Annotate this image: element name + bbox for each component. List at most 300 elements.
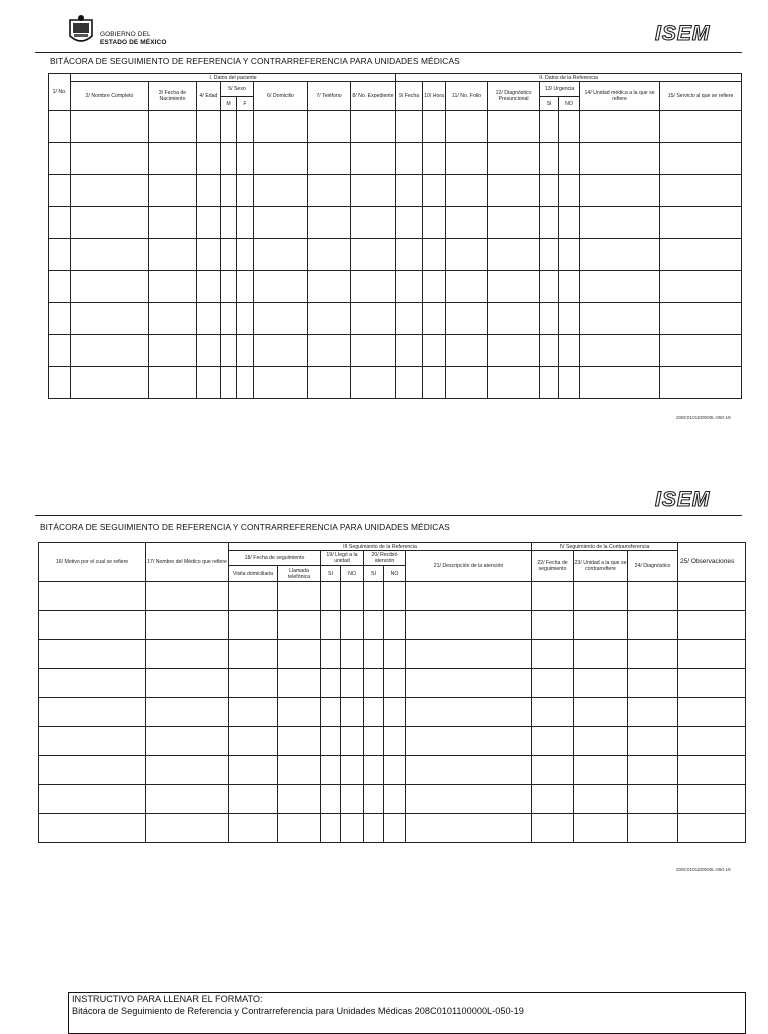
input-cell[interactable] [574, 756, 628, 785]
col-diagnosis-2: 24/ Diagnóstico [628, 551, 678, 582]
input-cell[interactable] [384, 785, 406, 814]
input-cell[interactable] [559, 175, 580, 207]
input-cell[interactable] [146, 785, 229, 814]
input-cell[interactable] [321, 785, 341, 814]
input-cell[interactable] [351, 239, 396, 271]
input-cell[interactable] [39, 814, 146, 843]
input-cell[interactable] [278, 698, 321, 727]
input-cell[interactable] [278, 785, 321, 814]
input-cell[interactable] [237, 143, 254, 175]
input-cell[interactable] [384, 698, 406, 727]
input-cell[interactable] [321, 727, 341, 756]
input-cell[interactable] [364, 611, 384, 640]
input-cell[interactable] [221, 303, 237, 335]
input-cell[interactable] [488, 367, 540, 399]
input-cell[interactable] [406, 756, 532, 785]
input-cell[interactable] [540, 367, 559, 399]
input-cell[interactable] [229, 698, 278, 727]
input-cell[interactable] [341, 640, 364, 669]
input-cell[interactable] [71, 367, 149, 399]
input-cell[interactable] [406, 727, 532, 756]
input-cell[interactable] [146, 727, 229, 756]
section-reference-followup: III Seguimiento de la Referencia [229, 543, 532, 551]
input-cell[interactable] [237, 367, 254, 399]
input-cell[interactable] [197, 271, 221, 303]
input-cell[interactable] [221, 111, 237, 143]
input-cell[interactable] [229, 669, 278, 698]
input-cell[interactable] [364, 640, 384, 669]
input-cell[interactable] [278, 669, 321, 698]
input-cell[interactable] [237, 207, 254, 239]
col-followup-date-2: 22/ Fecha de seguimiento [532, 551, 574, 582]
input-cell[interactable] [197, 111, 221, 143]
input-cell[interactable] [559, 239, 580, 271]
input-cell[interactable] [364, 669, 384, 698]
input-cell[interactable] [229, 756, 278, 785]
input-cell[interactable] [39, 785, 146, 814]
input-cell[interactable] [71, 335, 149, 367]
input-cell[interactable] [532, 582, 574, 611]
input-cell[interactable] [237, 335, 254, 367]
input-cell[interactable] [39, 698, 146, 727]
input-cell[interactable] [308, 367, 351, 399]
input-cell[interactable] [628, 698, 678, 727]
input-cell[interactable] [540, 143, 559, 175]
input-cell[interactable] [341, 582, 364, 611]
input-cell[interactable] [321, 582, 341, 611]
input-cell[interactable] [488, 303, 540, 335]
col-urgency-no: NO [559, 97, 580, 111]
input-cell[interactable] [149, 239, 197, 271]
input-cell[interactable] [423, 303, 446, 335]
input-cell[interactable] [364, 727, 384, 756]
input-cell[interactable] [341, 756, 364, 785]
input-cell[interactable] [71, 207, 149, 239]
input-cell[interactable] [678, 582, 746, 611]
input-cell[interactable] [384, 611, 406, 640]
input-cell[interactable] [678, 814, 746, 843]
input-cell[interactable] [49, 111, 71, 143]
input-cell[interactable] [446, 239, 488, 271]
input-cell[interactable] [71, 143, 149, 175]
input-cell[interactable] [540, 335, 559, 367]
table-row [49, 207, 742, 239]
input-cell[interactable] [49, 143, 71, 175]
col-date: 9/ Fecha [396, 82, 423, 111]
input-cell[interactable] [221, 271, 237, 303]
input-cell[interactable] [580, 367, 660, 399]
input-cell[interactable] [146, 814, 229, 843]
form1-title: BITÁCORA DE SEGUIMIENTO DE REFERENCIA Y CONTRARREFERENCIA PARA UNIDADES MÉDICAS [50, 56, 460, 66]
input-cell[interactable] [229, 611, 278, 640]
col-observations: 25/ Observaciones [678, 543, 746, 582]
input-cell[interactable] [406, 669, 532, 698]
input-cell[interactable] [364, 814, 384, 843]
gov-line2: ESTADO DE MÉXICO [100, 38, 167, 46]
input-cell[interactable] [321, 698, 341, 727]
table-row [39, 814, 746, 843]
input-cell[interactable] [197, 143, 221, 175]
input-cell[interactable] [532, 814, 574, 843]
input-cell[interactable] [384, 582, 406, 611]
input-cell[interactable] [628, 582, 678, 611]
input-cell[interactable] [229, 640, 278, 669]
input-cell[interactable] [423, 335, 446, 367]
input-cell[interactable] [364, 582, 384, 611]
input-cell[interactable] [221, 175, 237, 207]
input-cell[interactable] [396, 335, 423, 367]
input-cell[interactable] [628, 611, 678, 640]
input-cell[interactable] [423, 271, 446, 303]
input-cell[interactable] [446, 303, 488, 335]
input-cell[interactable] [660, 175, 742, 207]
input-cell[interactable] [149, 271, 197, 303]
input-cell[interactable] [39, 611, 146, 640]
input-cell[interactable] [574, 727, 628, 756]
input-cell[interactable] [678, 669, 746, 698]
input-cell[interactable] [254, 367, 308, 399]
input-cell[interactable] [278, 756, 321, 785]
input-cell[interactable] [149, 207, 197, 239]
input-cell[interactable] [351, 335, 396, 367]
input-cell[interactable] [678, 727, 746, 756]
col-care-description: 21/ Descripción de la atención [406, 551, 532, 582]
input-cell[interactable] [308, 335, 351, 367]
input-cell[interactable] [237, 271, 254, 303]
input-cell[interactable] [580, 143, 660, 175]
input-cell[interactable] [341, 814, 364, 843]
input-cell[interactable] [660, 367, 742, 399]
input-cell[interactable] [146, 611, 229, 640]
table-row [49, 175, 742, 207]
isem-logo: ISEM [655, 22, 711, 45]
input-cell[interactable] [406, 814, 532, 843]
input-cell[interactable] [396, 207, 423, 239]
input-cell[interactable] [197, 239, 221, 271]
input-cell[interactable] [364, 785, 384, 814]
input-cell[interactable] [254, 335, 308, 367]
input-cell[interactable] [197, 367, 221, 399]
input-cell[interactable] [628, 756, 678, 785]
government-label [100, 31, 167, 46]
input-cell[interactable] [351, 271, 396, 303]
input-cell[interactable] [540, 111, 559, 143]
input-cell[interactable] [197, 175, 221, 207]
input-cell[interactable] [341, 785, 364, 814]
input-cell[interactable] [660, 303, 742, 335]
input-cell[interactable] [678, 611, 746, 640]
input-cell[interactable] [351, 303, 396, 335]
input-cell[interactable] [574, 814, 628, 843]
input-cell[interactable] [39, 727, 146, 756]
input-cell[interactable] [308, 303, 351, 335]
input-cell[interactable] [660, 239, 742, 271]
input-cell[interactable] [580, 175, 660, 207]
input-cell[interactable] [396, 367, 423, 399]
input-cell[interactable] [488, 175, 540, 207]
input-cell[interactable] [278, 727, 321, 756]
input-cell[interactable] [660, 207, 742, 239]
input-cell[interactable] [49, 335, 71, 367]
input-cell[interactable] [574, 785, 628, 814]
table-row [49, 239, 742, 271]
col-arrived: 19/ Llegó a la unidad [321, 551, 364, 566]
input-cell[interactable] [678, 698, 746, 727]
input-cell[interactable] [39, 669, 146, 698]
input-cell[interactable] [574, 611, 628, 640]
input-cell[interactable] [384, 727, 406, 756]
input-cell[interactable] [532, 611, 574, 640]
input-cell[interactable] [308, 207, 351, 239]
input-cell[interactable] [396, 111, 423, 143]
input-cell[interactable] [364, 756, 384, 785]
input-cell[interactable] [559, 367, 580, 399]
input-cell[interactable] [559, 111, 580, 143]
input-cell[interactable] [559, 335, 580, 367]
input-cell[interactable] [580, 111, 660, 143]
input-cell[interactable] [488, 271, 540, 303]
input-cell[interactable] [278, 640, 321, 669]
form2-title: BITÁCORA DE SEGUIMIENTO DE REFERENCIA Y CONTRARREFERENCIA PARA UNIDADES MÉDICAS [40, 522, 450, 532]
input-cell[interactable] [146, 698, 229, 727]
input-cell[interactable] [254, 303, 308, 335]
input-cell[interactable] [580, 207, 660, 239]
input-cell[interactable] [341, 669, 364, 698]
input-cell[interactable] [237, 111, 254, 143]
input-cell[interactable] [308, 143, 351, 175]
input-cell[interactable] [628, 785, 678, 814]
input-cell[interactable] [351, 207, 396, 239]
input-cell[interactable] [396, 175, 423, 207]
input-cell[interactable] [678, 640, 746, 669]
instructions-box [68, 992, 746, 1034]
input-cell[interactable] [396, 143, 423, 175]
input-cell[interactable] [254, 175, 308, 207]
input-cell[interactable] [559, 143, 580, 175]
input-cell[interactable] [628, 814, 678, 843]
input-cell[interactable] [39, 640, 146, 669]
input-cell[interactable] [221, 367, 237, 399]
input-cell[interactable] [237, 175, 254, 207]
input-cell[interactable] [628, 669, 678, 698]
input-cell[interactable] [71, 175, 149, 207]
input-cell[interactable] [559, 207, 580, 239]
input-cell[interactable] [146, 640, 229, 669]
input-cell[interactable] [308, 175, 351, 207]
input-cell[interactable] [406, 785, 532, 814]
input-cell[interactable] [540, 303, 559, 335]
col-birth-date: 3/ Fecha de Nacimiento [149, 82, 197, 111]
input-cell[interactable] [488, 143, 540, 175]
input-cell[interactable] [146, 582, 229, 611]
input-cell[interactable] [423, 111, 446, 143]
input-cell[interactable] [364, 698, 384, 727]
input-cell[interactable] [321, 640, 341, 669]
input-cell[interactable] [229, 814, 278, 843]
input-cell[interactable] [237, 303, 254, 335]
input-cell[interactable] [341, 727, 364, 756]
input-cell[interactable] [532, 698, 574, 727]
input-cell[interactable] [446, 111, 488, 143]
input-cell[interactable] [488, 239, 540, 271]
input-cell[interactable] [423, 239, 446, 271]
input-cell[interactable] [321, 814, 341, 843]
input-cell[interactable] [406, 611, 532, 640]
input-cell[interactable] [308, 271, 351, 303]
input-cell[interactable] [49, 207, 71, 239]
input-cell[interactable] [149, 111, 197, 143]
input-cell[interactable] [532, 727, 574, 756]
input-cell[interactable] [580, 239, 660, 271]
input-cell[interactable] [559, 303, 580, 335]
input-cell[interactable] [254, 239, 308, 271]
input-cell[interactable] [321, 611, 341, 640]
input-cell[interactable] [351, 111, 396, 143]
input-cell[interactable] [540, 271, 559, 303]
input-cell[interactable] [384, 640, 406, 669]
input-cell[interactable] [660, 335, 742, 367]
input-cell[interactable] [384, 814, 406, 843]
gov-line1: GOBIERNO DEL [100, 31, 151, 38]
input-cell[interactable] [341, 611, 364, 640]
input-cell[interactable] [149, 175, 197, 207]
input-cell[interactable] [488, 111, 540, 143]
input-cell[interactable] [149, 335, 197, 367]
input-cell[interactable] [628, 640, 678, 669]
input-cell[interactable] [532, 785, 574, 814]
input-cell[interactable] [488, 207, 540, 239]
input-cell[interactable] [628, 727, 678, 756]
input-cell[interactable] [678, 785, 746, 814]
input-cell[interactable] [321, 756, 341, 785]
input-cell[interactable] [71, 303, 149, 335]
input-cell[interactable] [278, 814, 321, 843]
input-cell[interactable] [49, 175, 71, 207]
input-cell[interactable] [446, 143, 488, 175]
input-cell[interactable] [396, 239, 423, 271]
input-cell[interactable] [384, 756, 406, 785]
input-cell[interactable] [574, 582, 628, 611]
form1-code: 208C0101100000L-050-19 [676, 415, 731, 420]
col-address: 6/ Domicilio [254, 82, 308, 111]
input-cell[interactable] [229, 582, 278, 611]
input-cell[interactable] [71, 271, 149, 303]
table-row [39, 727, 746, 756]
input-cell[interactable] [254, 143, 308, 175]
input-cell[interactable] [406, 640, 532, 669]
input-cell[interactable] [423, 143, 446, 175]
input-cell[interactable] [221, 143, 237, 175]
input-cell[interactable] [71, 239, 149, 271]
input-cell[interactable] [308, 239, 351, 271]
input-cell[interactable] [660, 143, 742, 175]
input-cell[interactable] [574, 640, 628, 669]
input-cell[interactable] [146, 669, 229, 698]
input-cell[interactable] [351, 367, 396, 399]
input-cell[interactable] [221, 335, 237, 367]
table-row [49, 303, 742, 335]
input-cell[interactable] [229, 727, 278, 756]
input-cell[interactable] [149, 143, 197, 175]
input-cell[interactable] [221, 207, 237, 239]
input-cell[interactable] [580, 271, 660, 303]
input-cell[interactable] [540, 207, 559, 239]
input-cell[interactable] [660, 271, 742, 303]
input-cell[interactable] [532, 756, 574, 785]
table-row [49, 367, 742, 399]
input-cell[interactable] [351, 175, 396, 207]
input-cell[interactable] [49, 303, 71, 335]
input-cell[interactable] [221, 239, 237, 271]
input-cell[interactable] [321, 669, 341, 698]
input-cell[interactable] [39, 582, 146, 611]
input-cell[interactable] [146, 756, 229, 785]
input-cell[interactable] [197, 207, 221, 239]
input-cell[interactable] [396, 271, 423, 303]
input-cell[interactable] [446, 335, 488, 367]
col-full-name: 2/ Nombre Completo [71, 82, 149, 111]
input-cell[interactable] [532, 640, 574, 669]
input-cell[interactable] [446, 271, 488, 303]
input-cell[interactable] [540, 175, 559, 207]
col-care-si: SI [364, 566, 384, 582]
input-cell[interactable] [559, 271, 580, 303]
input-cell[interactable] [406, 698, 532, 727]
input-cell[interactable] [574, 669, 628, 698]
input-cell[interactable] [406, 582, 532, 611]
input-cell[interactable] [149, 367, 197, 399]
input-cell[interactable] [488, 335, 540, 367]
input-cell[interactable] [278, 582, 321, 611]
input-cell[interactable] [580, 303, 660, 335]
input-cell[interactable] [660, 111, 742, 143]
input-cell[interactable] [532, 669, 574, 698]
input-cell[interactable] [237, 239, 254, 271]
col-time: 10/ Hora [423, 82, 446, 111]
input-cell[interactable] [49, 239, 71, 271]
input-cell[interactable] [580, 335, 660, 367]
input-cell[interactable] [71, 111, 149, 143]
input-cell[interactable] [446, 367, 488, 399]
input-cell[interactable] [197, 335, 221, 367]
col-reason: 16/ Motivo por el cual se refiere [39, 543, 146, 582]
input-cell[interactable] [254, 271, 308, 303]
input-cell[interactable] [446, 175, 488, 207]
input-cell[interactable] [197, 303, 221, 335]
input-cell[interactable] [396, 303, 423, 335]
input-cell[interactable] [574, 698, 628, 727]
input-cell[interactable] [341, 698, 364, 727]
input-cell[interactable] [351, 143, 396, 175]
input-cell[interactable] [446, 207, 488, 239]
input-cell[interactable] [540, 239, 559, 271]
input-cell[interactable] [423, 207, 446, 239]
input-cell[interactable] [49, 367, 71, 399]
input-cell[interactable] [254, 207, 308, 239]
input-cell[interactable] [384, 669, 406, 698]
input-cell[interactable] [278, 611, 321, 640]
input-cell[interactable] [39, 756, 146, 785]
input-cell[interactable] [423, 367, 446, 399]
input-cell[interactable] [678, 756, 746, 785]
input-cell[interactable] [254, 111, 308, 143]
input-cell[interactable] [423, 175, 446, 207]
input-cell[interactable] [308, 111, 351, 143]
input-cell[interactable] [149, 303, 197, 335]
input-cell[interactable] [49, 271, 71, 303]
table-row [39, 582, 746, 611]
input-cell[interactable] [229, 785, 278, 814]
